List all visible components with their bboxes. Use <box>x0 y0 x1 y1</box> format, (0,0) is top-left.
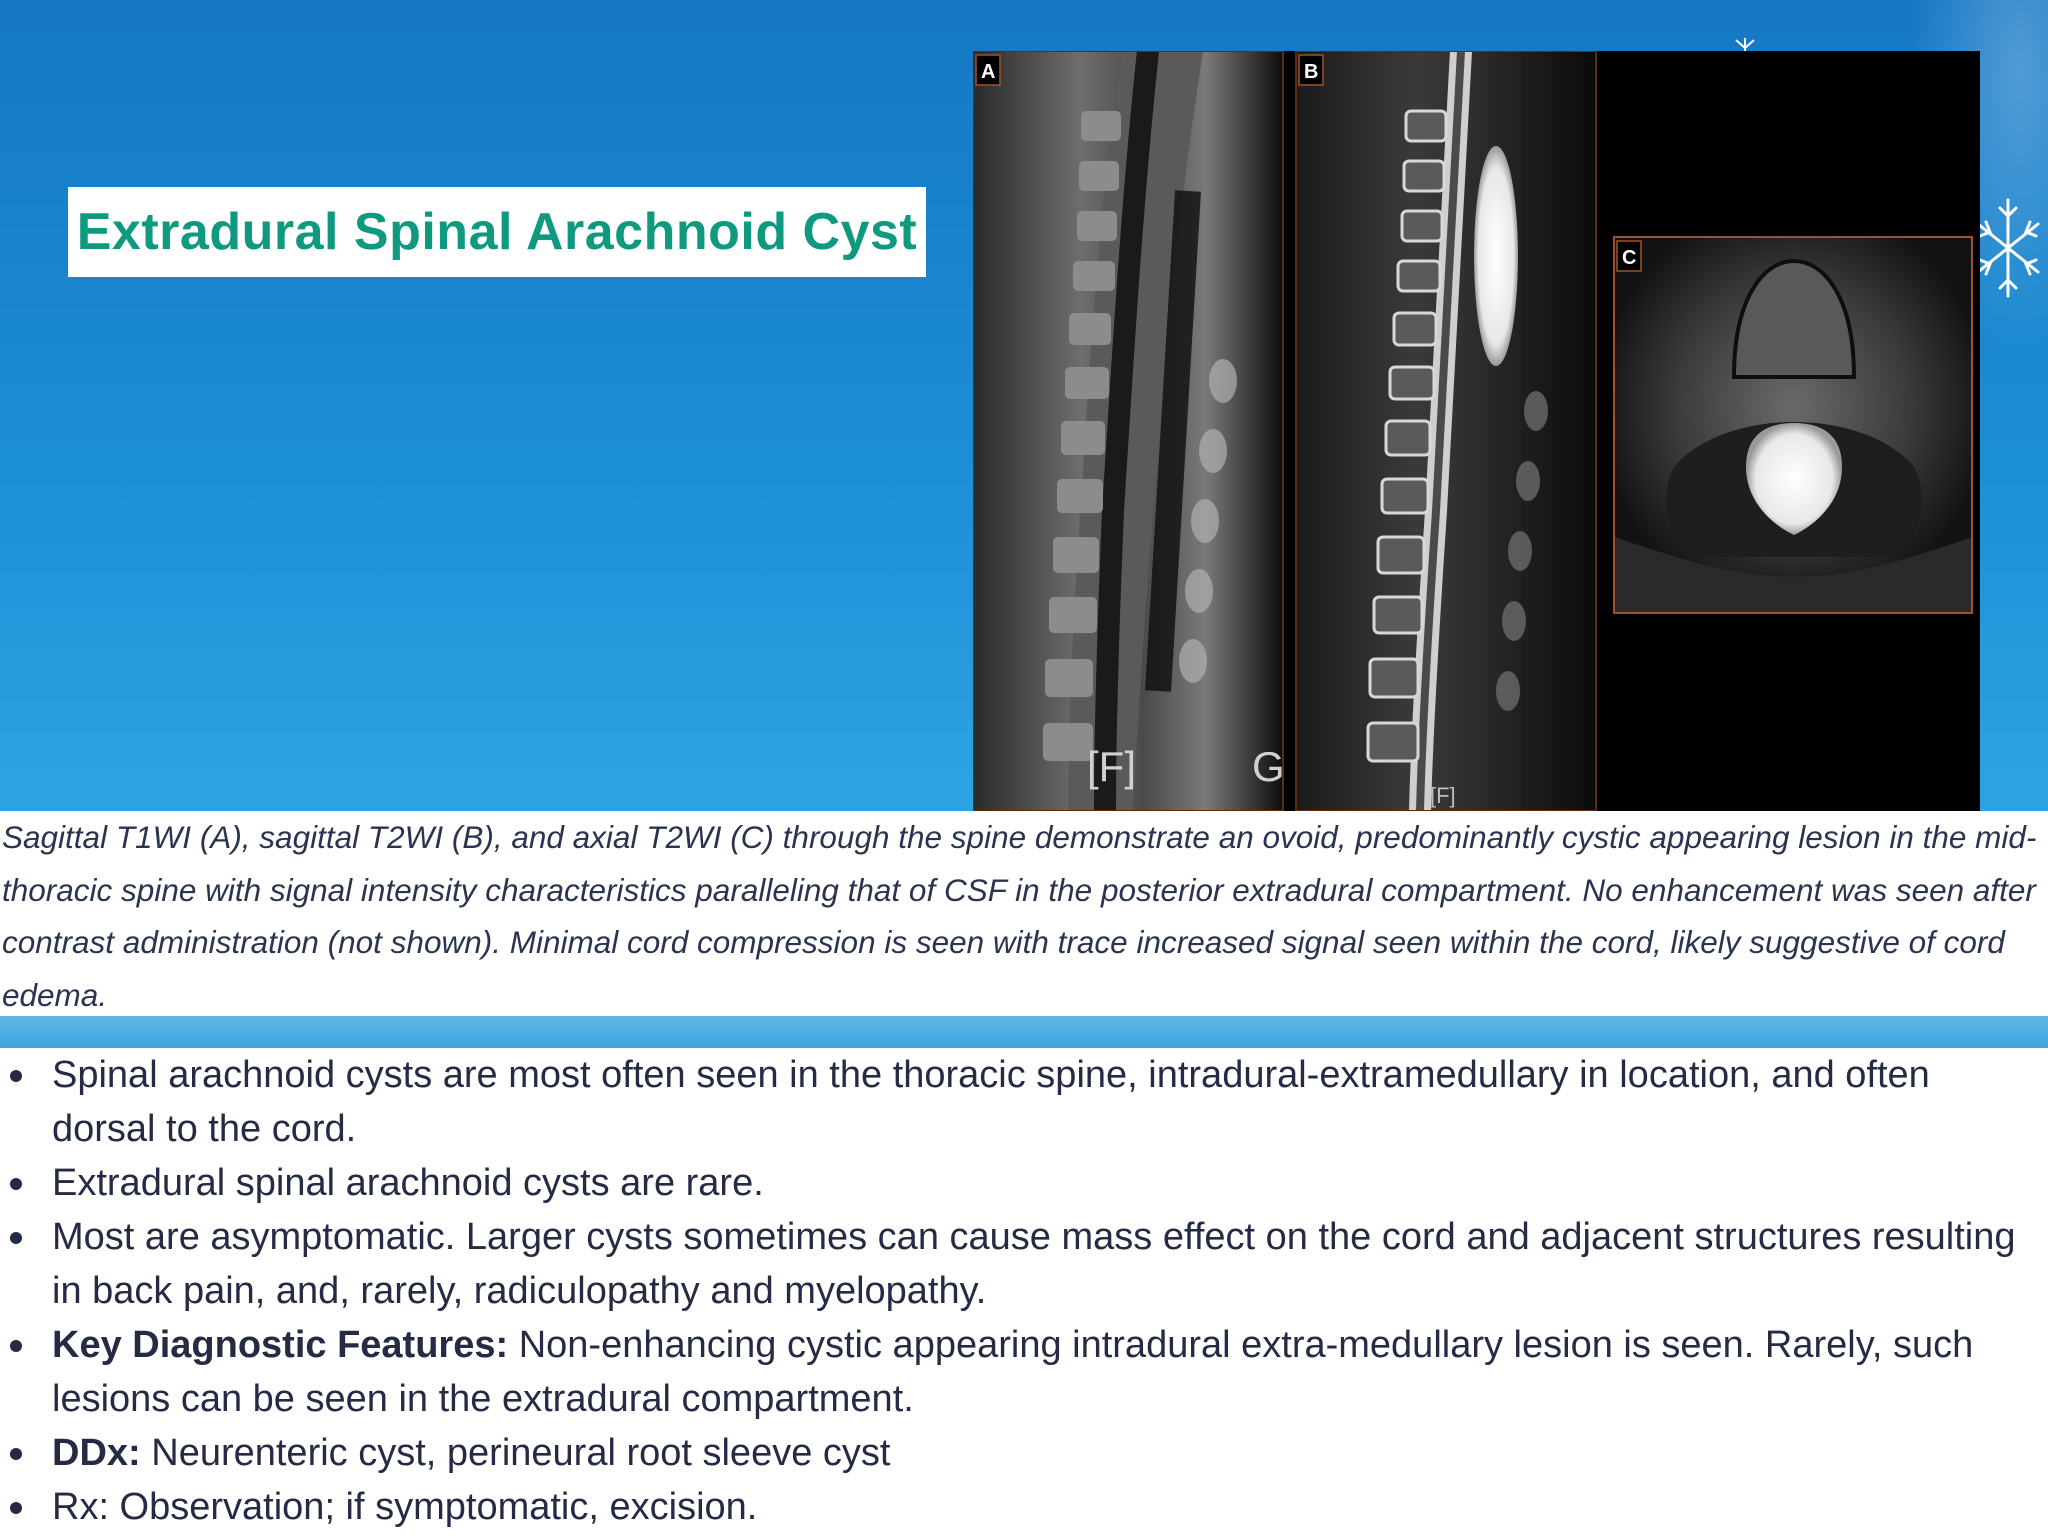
bullet-dot <box>10 1340 22 1352</box>
bullet-text: Rx: Observation; if symptomatic, excision. <box>52 1486 758 1528</box>
bullet-dot <box>10 1448 22 1460</box>
bullet-text: Non-enhancing cystic appearing intradural extra-medullary lesion is seen. Rarely, such lesions can be seen in the extradural compartment. <box>52 1324 1974 1420</box>
panel-a <box>973 51 1285 811</box>
panel-b <box>1296 51 1596 811</box>
bullet-item <box>0 1480 2040 1534</box>
divider-band <box>0 1016 2048 1048</box>
marker-a-bracket: [F] <box>1087 743 1136 790</box>
bullet-item <box>0 1156 2040 1210</box>
bullet-item <box>0 1210 2040 1318</box>
bullet-dot <box>10 1232 22 1244</box>
marker-a-letter: G <box>1252 743 1285 790</box>
bullet-bold-label: DDx: <box>52 1432 141 1474</box>
bullet-item <box>0 1318 2040 1426</box>
panel-c <box>1614 237 1972 613</box>
bullet-text: Extradural spinal arachnoid cysts are rare. <box>52 1162 764 1204</box>
bullet-dot <box>10 1178 22 1190</box>
bullet-item <box>0 1426 2040 1480</box>
bullet-text: Spinal arachnoid cysts are most often seen in the thoracic spine, intradural-extramedullary in location, and often dorsal to the cord. <box>52 1054 1930 1150</box>
caption-area <box>0 811 2048 1016</box>
bullet-dot <box>10 1502 22 1514</box>
snowflake-icon <box>1972 196 2044 300</box>
figure-caption: Sagittal T1WI (A), sagittal T2WI (B), and axial T2WI (C) through the spine demonstrate an ovoid, predominantly cystic appearing lesion in the mid-thoracic spine with signal intensity characteristics paralleling that of CSF in the posterior extradural compartment. No enhancement was seen after contrast administration (not shown). Minimal cord compression is seen with trace increased signal seen within the cord, likely suggestive of cord edema. <box>2 819 2037 1013</box>
panel-label-a: A <box>981 61 996 83</box>
mri-figure <box>973 51 1980 811</box>
bullet-bold-label: Key Diagnostic Features: <box>52 1324 509 1366</box>
bullet-text: Most are asymptomatic. Larger cysts sometimes can cause mass effect on the cord and adjacent structures resulting in back pain, and, rarely, radiculopathy and myelopathy. <box>52 1216 2016 1312</box>
slide-title: Extradural Spinal Arachnoid Cyst <box>76 203 918 261</box>
title-box <box>68 187 926 277</box>
bullet-dot <box>10 1070 22 1082</box>
mri-figure-image <box>973 51 1980 811</box>
bullet-section <box>0 1048 2048 1536</box>
marker-b-bracket: [F] <box>1430 783 1456 808</box>
bullet-item <box>0 1048 2040 1156</box>
bullet-text: Neurenteric cyst, perineural root sleeve cyst <box>140 1432 891 1474</box>
bullet-list <box>0 1048 2040 1534</box>
panel-label-b: B <box>1304 61 1319 83</box>
panel-label-c: C <box>1622 247 1637 269</box>
